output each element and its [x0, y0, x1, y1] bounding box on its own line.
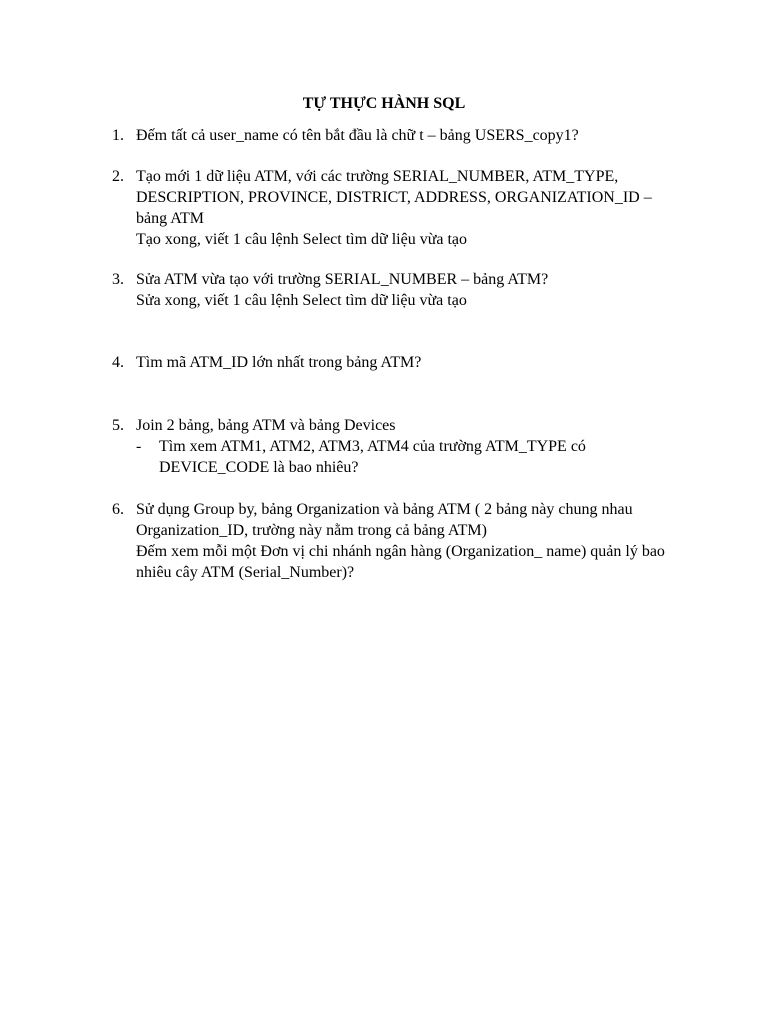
item-line: Organization_ID, trường này nằm trong cả bảng ATM) — [136, 522, 487, 539]
sub-list-item — [136, 436, 692, 478]
dash-bullet: - — [136, 438, 142, 455]
item-number: 2. — [112, 168, 124, 185]
item-body — [136, 415, 692, 478]
item-body — [136, 125, 692, 146]
item-line: Tìm mã ATM_ID lớn nhất trong bảng ATM? — [136, 354, 422, 371]
item-body — [136, 166, 692, 250]
item-line: Tạo xong, viết 1 câu lệnh Select tìm dữ liệu vừa tạo — [136, 231, 468, 248]
document-title: TỰ THỰC HÀNH SQL — [302, 95, 466, 112]
item-line: Đếm tất cả user_name có tên bắt đầu là chữ t – bảng USERS_copy1? — [136, 127, 579, 144]
item-line: bảng ATM — [136, 210, 204, 227]
item-line: DESCRIPTION, PROVINCE, DISTRICT, ADDRESS, ORGANIZATION_ID – — [136, 189, 652, 206]
item-line: Sửa xong, viết 1 câu lệnh Select tìm dữ liệu vừa tạo — [136, 292, 467, 309]
item-number: 6. — [112, 501, 124, 518]
item-number: 5. — [112, 417, 124, 434]
item-line: Đếm xem mỗi một Đơn vị chi nhánh ngân hàng (Organization_ name) quản lý bao — [136, 543, 665, 560]
list-item-1 — [112, 125, 692, 146]
list-item-5 — [112, 415, 692, 478]
list-item-3 — [112, 269, 692, 311]
item-number: 4. — [112, 354, 124, 371]
item-body — [136, 269, 692, 311]
item-number: 3. — [112, 271, 124, 288]
list-item-6 — [112, 499, 692, 583]
item-body — [136, 499, 692, 583]
item-number: 1. — [112, 127, 124, 144]
item-body — [136, 352, 692, 373]
item-line: Tạo mới 1 dữ liệu ATM, với các trường SERIAL_NUMBER, ATM_TYPE, — [136, 168, 619, 185]
item-line: Sử dụng Group by, bảng Organization và bảng ATM ( 2 bảng này chung nhau — [136, 501, 633, 518]
item-line: Tìm xem ATM1, ATM2, ATM3, ATM4 của trường ATM_TYPE có — [159, 438, 586, 455]
item-line: Join 2 bảng, bảng ATM và bảng Devices — [136, 417, 396, 434]
item-line: DEVICE_CODE là bao nhiêu? — [159, 459, 359, 476]
sub-item-text — [159, 436, 692, 478]
list-item-2 — [112, 166, 692, 250]
list-item-4 — [112, 352, 692, 373]
item-line: Sửa ATM vừa tạo với trường SERIAL_NUMBER – bảng ATM? — [136, 271, 549, 288]
item-line: nhiêu cây ATM (Serial_Number)? — [136, 564, 355, 581]
